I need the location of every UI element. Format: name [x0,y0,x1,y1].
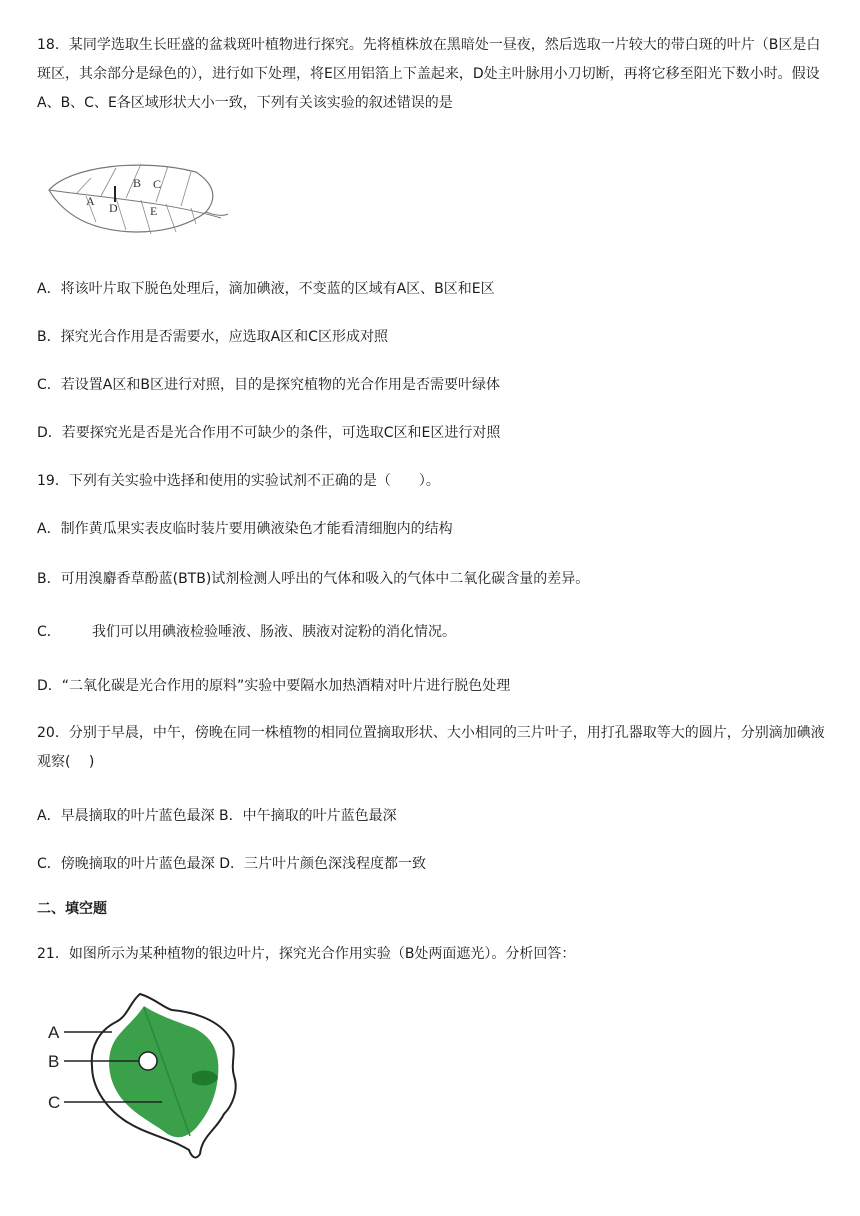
q18-option-b: B．探究光合作用是否需要水，应选取A区和C区形成对照 [37,329,388,345]
q21-figure-label-a: A [48,1023,60,1042]
q18-option-d: D．若要探究光是否是光合作用不可缺少的条件，可选取C区和E区进行对照 [37,425,501,441]
q20-stem: 20．分别于早晨，中午，傍晚在同一株植物的相同位置摘取形状、大小相同的三片叶子，用打孔器取等大的圆片，分别滴加碘液观察( ) [37,725,825,770]
q18-leaf-figure [46,160,230,240]
q21-leaf-figure [44,990,240,1162]
q18-option-a: A．将该叶片取下脱色处理后，滴加碘液，不变蓝的区域有A区、B区和E区 [37,281,495,297]
q19-option-c-text: 我们可以用碘液检验唾液、肠液、胰液对淀粉的消化情况。 [92,624,456,640]
q20-options-row2: C．傍晚摘取的叶片蓝色最深 D．三片叶片颜色深浅程度都一致 [37,856,427,872]
q18-option-c: C．若设置A区和B区进行对照，目的是探究植物的光合作用是否需要叶绿体 [37,377,500,393]
q18-figure-label-e: E [150,204,158,218]
q21-figure-label-c: C [48,1093,61,1112]
q18-figure-label-c: C [153,177,162,191]
q18-figure-label-a: A [86,194,95,208]
q21-stem: 21．如图所示为某种植物的银边叶片，探究光合作用实验（B处两面遮光）。分析回答： [37,946,576,962]
section-title: 二、填空题 [37,901,107,917]
q19-option-c-label: C． [37,624,61,640]
q19-option-a: A．制作黄瓜果实表皮临时装片要用碘液染色才能看清细胞内的结构 [37,521,453,537]
q19-option-d: D．“二氧化碳是光合作用的原料”实验中要隔水加热酒精对叶片进行脱色处理 [37,678,511,694]
q19-option-b: B．可用溴麝香草酚蓝(BTB)试剂检测人呼出的气体和吸入的气体中二氧化碳含量的差异。 [37,571,590,587]
q19-stem: 19．下列有关实验中选择和使用的实验试剂不正确的是（ ）。 [37,473,440,489]
q18-stem: 18．某同学选取生长旺盛的盆栽斑叶植物进行探究。先将植株放在黑暗处一昼夜，然后选取一片较大的带白斑的叶片（B区是白斑区，其余部分是绿色的），进行如下处理，将E区用铝箔上下盖起来，D处主叶脉用小刀切断，再将它移至阳光下数小时。假设A、B、C、E各区域形状大小一致，下列有关该实验的叙述错误的是 [37,37,821,111]
q20-options-row1: A．早晨摘取的叶片蓝色最深 B．中午摘取的叶片蓝色最深 [37,808,397,824]
q18-figure-label-d: D [109,201,118,215]
q18-figure-label-b: B [133,176,142,190]
q21-figure-label-b: B [48,1052,60,1071]
